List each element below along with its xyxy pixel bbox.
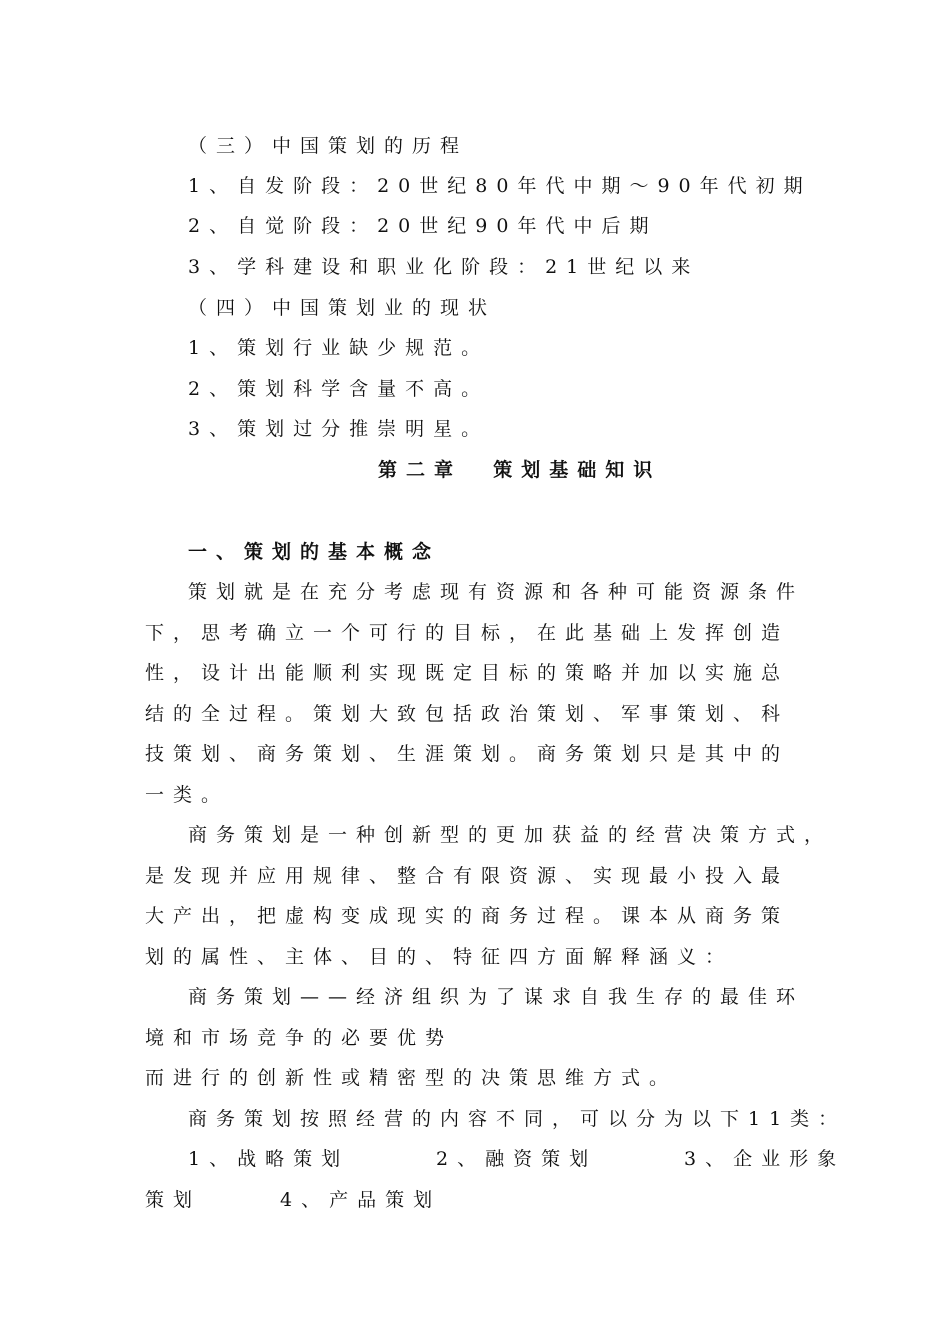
category-item: 2、融资策划 [436, 1148, 598, 1170]
paragraph-line: 商务策划是一种创新型的更加获益的经营决策方式， [188, 824, 833, 846]
paragraph-line: 性，设计出能顺利实现既定目标的策略并加以实施总 [145, 662, 790, 684]
chapter-title: 第二章 策划基础知识 [378, 459, 662, 481]
paragraph-line: 技策划、商务策划、生涯策划。商务策划只是其中的 [145, 743, 790, 765]
paragraph-line: 一类。 [145, 784, 230, 806]
category-item: 1、战略策划 [188, 1148, 350, 1170]
list-item: 1、策划行业缺少规范。 [188, 337, 490, 359]
paragraph-line: 下，思考确立一个可行的目标，在此基础上发挥创造 [145, 622, 790, 644]
paragraph-line: 策划就是在充分考虑现有资源和各种可能资源条件 [188, 581, 805, 603]
list-item: 3、策划过分推崇明星。 [188, 418, 490, 440]
list-item: 2、策划科学含量不高。 [188, 378, 490, 400]
list-item: 1、自发阶段：20世纪80年代中期～90年代初期 [188, 175, 812, 197]
list-item: 2、自觉阶段：20世纪90年代中后期 [188, 215, 658, 237]
section-heading-4: （四）中国策划业的现状 [188, 297, 497, 319]
paragraph-line: 商务策划按照经营的内容不同，可以分为以下11类： [188, 1108, 847, 1130]
paragraph-line: 划的属性、主体、目的、特征四方面解释涵义： [145, 946, 734, 968]
paragraph-line: 结的全过程。策划大致包括政治策划、军事策划、科 [145, 703, 790, 725]
paragraph-line: 境和市场竞争的必要优势 [145, 1027, 454, 1049]
section-heading-3: （三）中国策划的历程 [188, 135, 469, 157]
list-item: 3、学科建设和职业化阶段：21世纪以来 [188, 256, 700, 278]
category-item: 3、企业形象 [684, 1148, 846, 1170]
paragraph-line: 而进行的创新性或精密型的决策思维方式。 [145, 1067, 678, 1089]
category-item: 4、产品策划 [280, 1189, 442, 1211]
category-item: 策划 [145, 1189, 202, 1211]
paragraph-line: 商务策划——经济组织为了谋求自我生存的最佳环 [188, 986, 805, 1008]
paragraph-line: 是发现并应用规律、整合有限资源、实现最小投入最 [145, 865, 790, 887]
paragraph-line: 大产出，把虚构变成现实的商务过程。课本从商务策 [145, 905, 790, 927]
subsection-heading: 一、策划的基本概念 [188, 541, 441, 563]
